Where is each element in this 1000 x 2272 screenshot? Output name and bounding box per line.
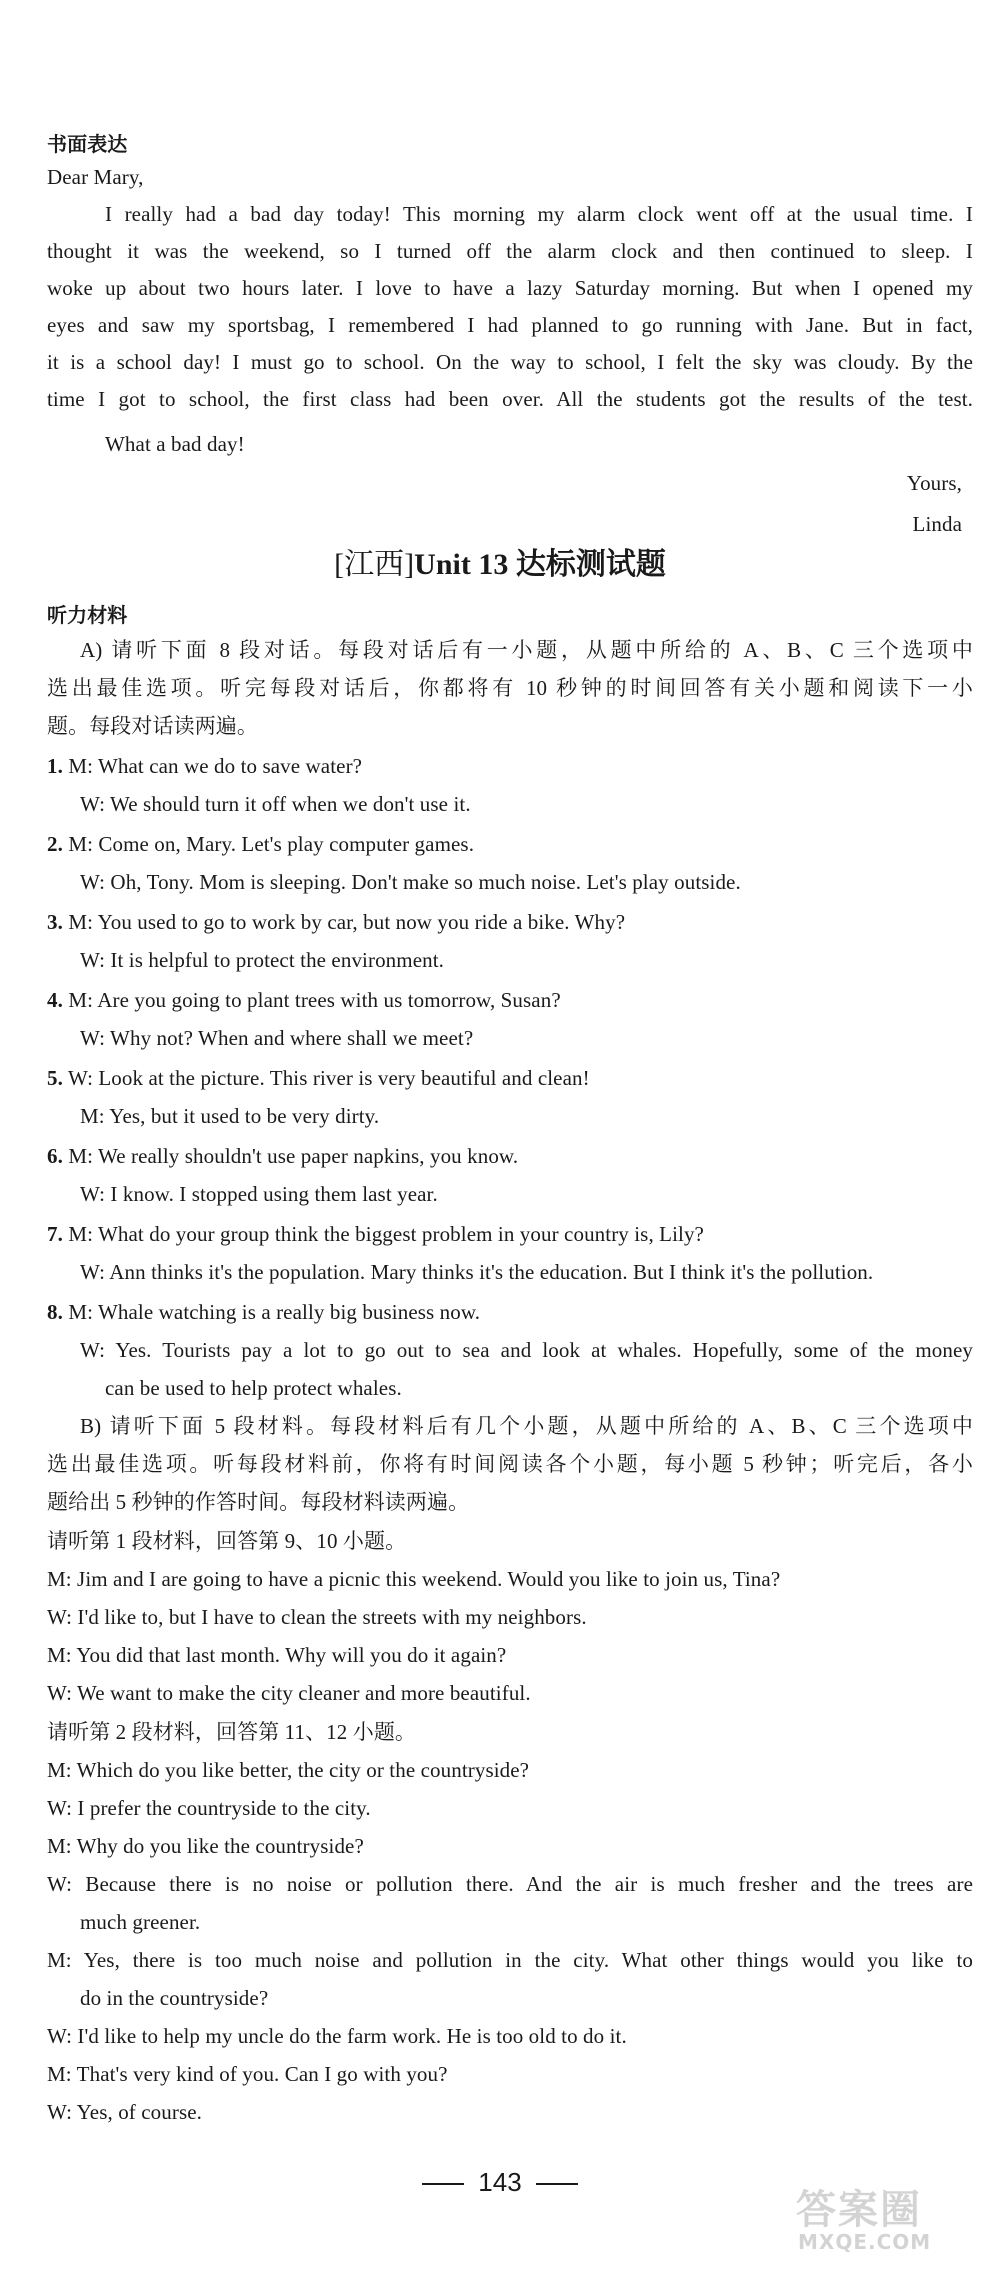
dialogue-line: W: We should turn it off when we don't use it. (80, 792, 471, 816)
dialogue-line: 4. M: Are you going to plant trees with us tomorrow, Susan? (47, 988, 561, 1012)
material-line: W: Because there is no noise or pollution there. And the air is much fresher and the trees are (47, 1872, 973, 1896)
material-line: M: You did that last month. Why will you do it again? (47, 1643, 507, 1667)
dialogue-line: M: Yes, but it used to be very dirty. (80, 1104, 380, 1128)
question-number: 3. (47, 910, 63, 934)
dialogue-line: 1. M: What can we do to save water? (47, 754, 363, 778)
dialogue-line: W: Why not? When and where shall we meet? (80, 1026, 474, 1050)
section-heading-writing: 书面表达 (47, 132, 128, 156)
page-number: 143 (0, 2165, 1000, 2199)
material-line: W: I prefer the countryside to the city. (47, 1796, 371, 1820)
dialogue-line: W: Oh, Tony. Mom is sleeping. Don't make so much noise. Let's play outside. (80, 870, 741, 894)
question-number: 7. (47, 1222, 63, 1246)
dialogue-line: W: Yes. Tourists pay a lot to go out to sea and look at whales. Hopefully, some of the money (80, 1338, 973, 1362)
letter-greeting: Dear Mary, (47, 165, 144, 189)
letter-line: What a bad day! (105, 432, 245, 456)
material-line: M: Why do you like the countryside? (47, 1834, 364, 1858)
instruction-line: 题。每段对话读两遍。 (47, 714, 258, 738)
title-region: 江西 (344, 548, 405, 581)
material-line: M: Which do you like better, the city or the countryside? (47, 1758, 530, 1782)
dash-right (536, 2183, 578, 2185)
letter-closing: Yours, (906, 471, 962, 495)
letter-signature: Linda (912, 512, 962, 536)
dialogue-line: 2. M: Come on, Mary. Let's play computer games. (47, 832, 475, 856)
question-number: 4. (47, 988, 63, 1012)
instruction-line: A) 请听下面 8 段对话。每段对话后有一小题，从题中所给的 A、B、C 三个选项中 (80, 638, 973, 662)
title-bracket-close: ] (404, 548, 415, 581)
section-heading-listening: 听力材料 (47, 603, 128, 627)
dialogue-line: 6. M: We really shouldn't use paper napkins, you know. (47, 1144, 519, 1168)
title-text: Unit 13 达标测试题 (414, 548, 666, 581)
material-intro: 请听第 2 段材料，回答第 11、12 小题。 (47, 1720, 417, 1744)
question-number: 1. (47, 754, 63, 778)
question-number: 8. (47, 1300, 63, 1324)
letter-line: woke up about two hours later. I love to have a lazy Saturday morning. But when I opened my (47, 276, 973, 300)
material-intro: 请听第 1 段材料，回答第 9、10 小题。 (47, 1529, 407, 1553)
letter-line: it is a school day! I must go to school. On the way to school, I felt the sky was cloudy. By the (47, 350, 973, 374)
watermark-url: MXQE.COM (798, 2230, 932, 2254)
letter-line: thought it was the weekend, so I turned off the alarm clock and then continued to sleep. I (47, 239, 973, 263)
instruction-line: 选出最佳选项。听每段材料前，你将有时间阅读各个小题，每小题 5 秒钟；听完后，各小 (47, 1452, 973, 1476)
instruction-line: B) 请听下面 5 段材料。每段材料后有几个小题，从题中所给的 A、B、C 三个选项中 (80, 1414, 973, 1438)
dialogue-line: W: Ann thinks it's the population. Mary thinks it's the education. But I think it's the pollution. (80, 1260, 874, 1284)
material-line: M: Yes, there is too much noise and pollution in the city. What other things would you like to (47, 1948, 973, 1972)
watermark-text: 答案圈 (796, 2187, 922, 2233)
material-line: do in the countryside? (80, 1986, 269, 2010)
material-line: M: Jim and I are going to have a picnic this weekend. Would you like to join us, Tina? (47, 1567, 781, 1591)
dialogue-line: 7. M: What do your group think the biggest problem in your country is, Lily? (47, 1222, 704, 1246)
material-line: W: Yes, of course. (47, 2100, 203, 2124)
dialogue-line: 5. W: Look at the picture. This river is very beautiful and clean! (47, 1066, 590, 1090)
material-line: W: I'd like to, but I have to clean the streets with my neighbors. (47, 1605, 587, 1629)
dialogue-line: W: I know. I stopped using them last year. (80, 1182, 438, 1206)
page-title (0, 545, 1000, 585)
dialogue-line: 8. M: Whale watching is a really big business now. (47, 1300, 481, 1324)
dialogue-line: can be used to help protect whales. (105, 1376, 402, 1400)
material-line: much greener. (80, 1910, 201, 1934)
dialogue-line: W: It is helpful to protect the environment. (80, 948, 445, 972)
dash-left (422, 2183, 464, 2185)
material-line: W: I'd like to help my uncle do the farm work. He is too old to do it. (47, 2024, 627, 2048)
material-line: M: That's very kind of you. Can I go with you? (47, 2062, 448, 2086)
dialogue-line: 3. M: You used to go to work by car, but now you ride a bike. Why? (47, 910, 626, 934)
letter-line: time I got to school, the first class had been over. All the students got the results of the test. (47, 387, 973, 411)
watermark-logo (792, 2178, 992, 2264)
letter-line: eyes and saw my sportsbag, I remembered I had planned to go running with Jane. But in fact, (47, 313, 973, 337)
instruction-line: 题给出 5 秒钟的作答时间。每段材料读两遍。 (47, 1490, 470, 1514)
material-line: W: We want to make the city cleaner and more beautiful. (47, 1681, 531, 1705)
question-number: 6. (47, 1144, 63, 1168)
instruction-line: 选出最佳选项。听完每段对话后，你都将有 10 秒钟的时间回答有关小题和阅读下一小 (47, 676, 973, 700)
question-number: 5. (47, 1066, 63, 1090)
title-bracket-open: [ (334, 548, 345, 581)
question-number: 2. (47, 832, 63, 856)
letter-line: I really had a bad day today! This morning my alarm clock went off at the usual time. I (105, 202, 973, 226)
